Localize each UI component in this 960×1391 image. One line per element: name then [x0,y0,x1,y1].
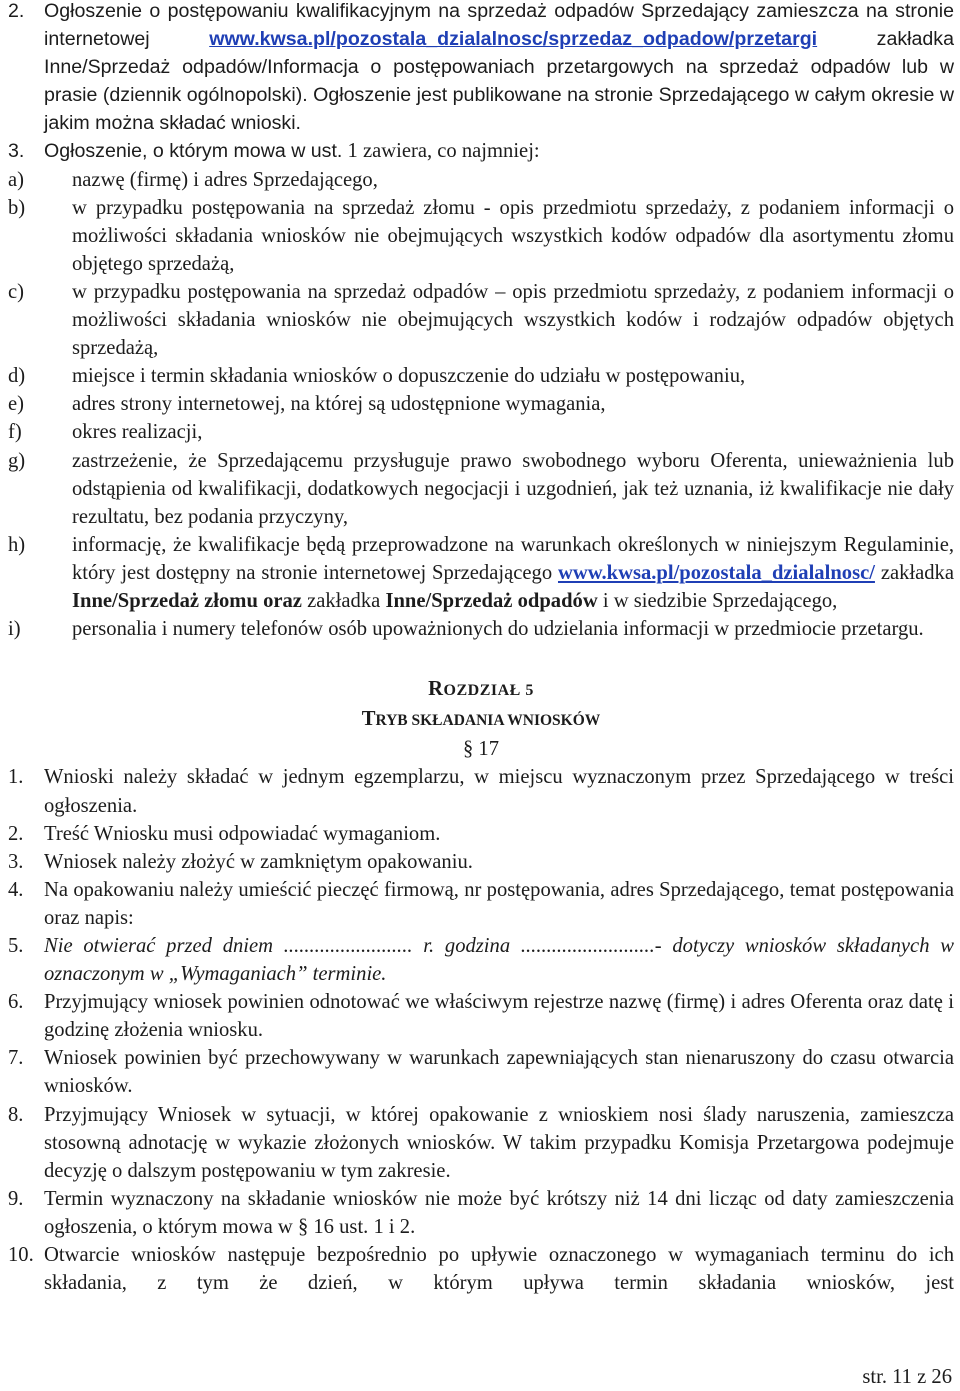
letter-item-b [8,194,954,278]
item-number: 1. [8,766,24,789]
letter-number: c) [8,280,24,303]
item-text: Ogłoszenie, o którym mowa w ust. [44,140,343,163]
item-text: Wniosek należy złożyć w zamkniętym opakowaniu. [44,850,473,873]
letter-text: nazwę (firmę) i adres Sprzedającego, [72,168,378,191]
chapter-title [8,705,954,735]
item-number: 3. [8,140,25,163]
chapter-rest: OZDZIAŁ 5 [443,682,534,700]
letter-number: e) [8,393,24,416]
letter-text: zastrzeżenie, że Sprzedającemu przysługuje prawo swobodnego wyboru Oferenta, unieważnienia lub odstąpienia od kwalifikacji, dodatkowych negocjacji i uzgodnień, jak też uznania, iż kwalifikacje nie dały rezultatu, bez podania przyczyny, [72,449,954,528]
letter-number: d) [8,365,26,388]
letter-item-e [8,390,954,418]
list-item-3 [8,137,954,165]
item-number: 9. [8,1187,24,1210]
bold-tab-scrap: Inne/Sprzedaż złomu oraz [72,589,302,612]
list-item-2 [8,0,954,137]
list-item-3b [8,848,954,876]
list-item-5 [8,932,954,988]
letter-number: a) [8,168,24,191]
letter-item-g [8,447,954,531]
letter-item-c [8,278,954,362]
item-text: Przyjmujący wniosek powinien odnotować we właściwym rejestrze nazwę (firmę) i adres Oferenta oraz datę i godzinę złożenia wniosku. [44,991,954,1042]
list-item-2b [8,820,954,848]
item-number: 10. [8,1244,34,1267]
letter-number: h) [8,533,26,556]
paragraph-sign: § 17 [462,738,500,761]
document-page [8,0,954,1297]
letter-text: adres strony internetowej, na której są udostępnione wymagania, [72,393,606,416]
letter-item-a [8,166,954,194]
list-item-4 [8,876,954,932]
letter-item-h [8,531,954,615]
list-item-8 [8,1101,954,1185]
chapter-initial: R [428,678,444,701]
letter-number: b) [8,196,26,219]
item-text: Ogłoszenie o postępowaniu kwalifikacyjnym na sprzedaż odpadów Sprzedający zamieszcza na stronie internetowej [44,0,954,51]
page-number: str. 11 z 26 [862,1366,952,1388]
item-text-italic: Nie otwierać przed dniem ......................... r. godzina ..........................- dotyczy wniosków składanych w oznaczonym w „Wymaganiach” terminie. [44,935,954,986]
letter-text: okres realizacji, [72,421,203,444]
letter-text-cont: zakładka [301,589,386,612]
letter-number: f) [8,421,22,444]
letter-number: i) [8,618,21,641]
item-number: 3. [8,850,24,873]
list-item-7 [8,1044,954,1100]
regulation-link[interactable]: www.kwsa.pl/pozostala_dzialalnosc/ [557,561,875,584]
letter-item-i [8,615,954,643]
letter-text: w przypadku postępowania na sprzedaż złomu - opis przedmiotu sprzedaży, z podaniem informacji o możliwości składania wniosków nie obejmujących wszystkich kodów odpadów dla asortymentu złomu objętego sprzedażą, [72,196,954,275]
letter-item-f [8,418,954,446]
title-initial: T [361,708,376,731]
letter-text-cont: zakładka [874,561,954,584]
item-text: Wnioski należy składać w jednym egzemplarzu, w miejscu wyznaczonym przez Sprzedającego w treści ogłoszenia. [44,766,954,817]
item-text: Treść Wniosku musi odpowiadać wymaganiom. [44,822,441,845]
item-number: 2. [8,0,25,22]
letter-text-end: i w siedzibie Sprzedającego, [597,589,838,612]
item-text: Przyjmujący Wniosek w sytuacji, w której opakowanie z wnioskiem nosi ślady naruszenia, zamieszcza stosowną adnotację w wykazie złożonych wniosków. W takim przypadku Komisja Przetargowa podejmuje decyzję o dalszym postępowaniu w tym zakresie. [44,1103,954,1182]
letter-text: informację, że kwalifikacje będą przeprowadzone na warunkach określonych w niniejszym Regulaminie, który jest dostępny na stronie internetowej Sprzedającego [72,533,954,584]
item-number: 2. [8,822,24,845]
letter-text: miejsce i termin składania wniosków o dopuszczenie do udziału w postępowaniu, [72,365,746,388]
list-item-6 [8,988,954,1044]
item-number: 7. [8,1047,24,1070]
letter-number: g) [8,449,26,472]
chapter-heading [8,675,954,705]
list-item-10 [8,1241,954,1297]
item-text-cont: zakładka Inne/Sprzedaż odpadów/Informacja o postępowaniach przetargowych na sprzedaż odpadów lub w prasie (dziennik ogólnopolski). Ogłoszenie jest publikowane na stronie Sprzedającego w całym okresie w jakim można składać wnioski. [44,28,954,135]
bold-tab-waste: Inne/Sprzedaż odpadów [385,589,598,612]
item-number: 6. [8,991,24,1014]
item-text: Termin wyznaczony na składanie wniosków nie może być krótszy niż 14 dni licząc od daty zamieszczenia ogłoszenia, o którym mowa w § 16 ust. 1 i 2. [44,1187,954,1238]
item-text: Wniosek powinien być przechowywany w warunkach zapewniających stan nienaruszony do czasu otwarcia wniosków. [44,1047,954,1098]
title-rest: RYB SKŁADANIA WNIOSKÓW [375,712,601,730]
list-item-1 [8,763,954,819]
item-text-cont: 1 zawiera, co najmniej: [342,140,540,163]
list-item-9 [8,1185,954,1241]
item-text: Na opakowaniu należy umieścić pieczęć firmową, nr postępowania, adres Sprzedającego, temat postępowania oraz napis: [44,878,954,929]
regulation-link-przetargi[interactable]: www.kwsa.pl/pozostala_dzialalnosc/sprzedaz_odpadow/przetargi [209,28,818,51]
item-text: Otwarcie wniosków następuje bezpośrednio po upływie oznaczonego w wymaganiach terminu do ich składania, z tym że dzień, w którym upływa termin składania wniosków, jest [44,1244,954,1295]
item-number: 5. [8,935,24,957]
letter-text: personalia i numery telefonów osób upoważnionych do udzielania informacji w przedmiocie przetargu. [72,618,924,641]
item-number: 4. [8,878,24,901]
letter-item-d [8,362,954,390]
item-number: 8. [8,1103,24,1126]
letter-text: w przypadku postępowania na sprzedaż odpadów – opis przedmiotu sprzedaży, z podaniem informacji o możliwości składania wniosków nie obejmujących wszystkich kodów i rodzajów odpadów objętych sprzedażą, [72,280,954,360]
